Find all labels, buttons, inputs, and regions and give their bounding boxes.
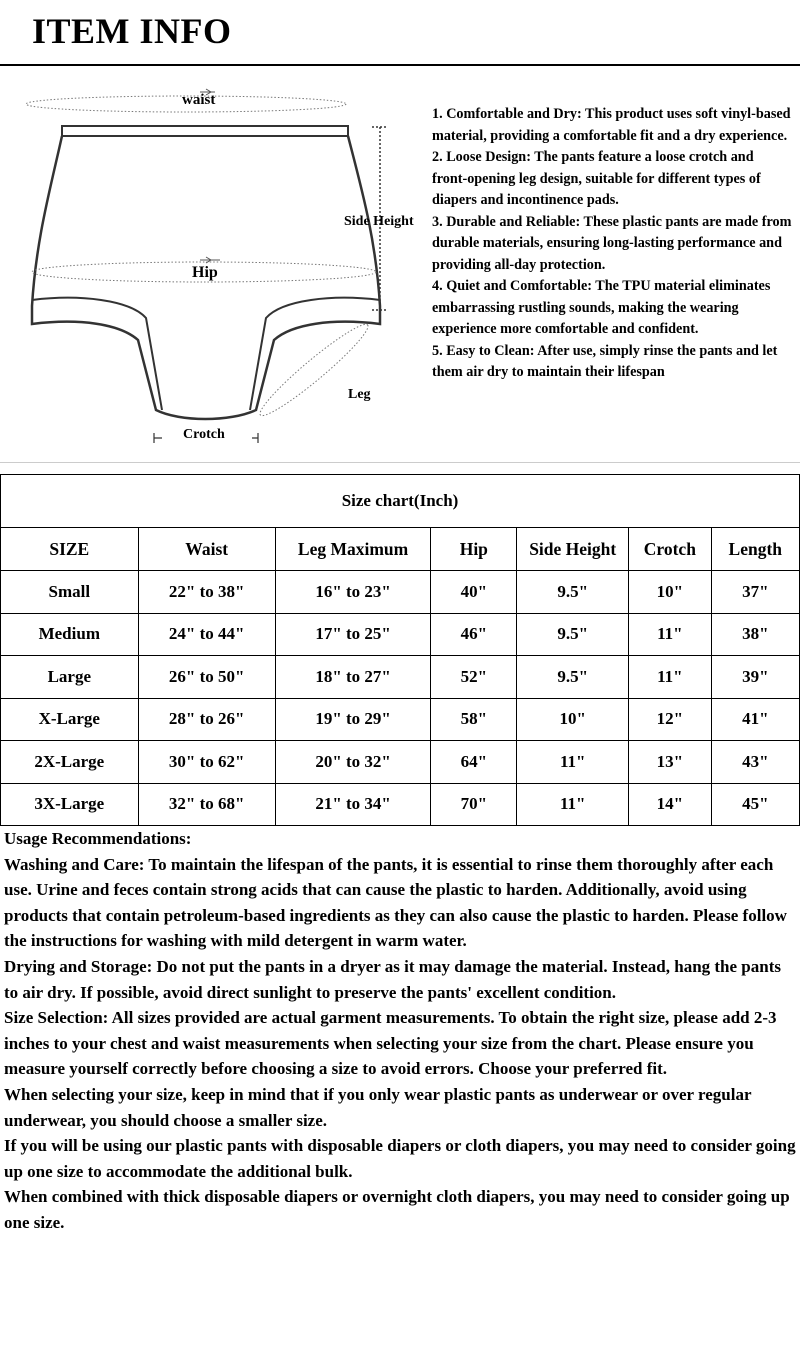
header-divider [0,64,800,66]
table-cell: 10" [517,698,629,741]
table-cell: 24" to 44" [138,613,275,656]
table-cell: 2X-Large [1,741,139,784]
table-cell: 12" [629,698,711,741]
column-header: Leg Maximum [275,528,431,571]
usage-recommendations [4,826,798,1236]
feature-item: 1. Comfortable and Dry: This product uses soft vinyl-based material, providing a comfortable fit and a dry experience. [432,106,791,144]
table-cell: 20" to 32" [275,741,431,784]
table-cell: 18" to 27" [275,656,431,699]
usage-paragraph: If you will be using our plastic pants with disposable diapers or cloth diapers, you may need to consider going up one size to accommodate the additional bulk. [4,1136,796,1181]
table-row [1,571,800,614]
table-cell: 21" to 34" [275,783,431,826]
feature-item: 2. Loose Design: The pants feature a loose crotch and front-opening leg design, suitable for different types of diapers and incontinence pads. [432,149,761,208]
feature-item: 5. Easy to Clean: After use, simply rinse the pants and let them air dry to maintain their lifespan [432,342,778,380]
table-cell: 46" [431,613,517,656]
table-row [1,741,800,784]
column-header: Hip [431,528,517,571]
table-cell: 41" [711,698,799,741]
table-cell: 43" [711,741,799,784]
table-cell: 9.5" [517,613,629,656]
table-cell: 11" [629,613,711,656]
side-height-label: Side Height [344,214,414,229]
column-header: Side Height [517,528,629,571]
hip-label: Hip [192,264,218,281]
usage-paragraph: Washing and Care: To maintain the lifespan of the pants, it is essential to rinse them thoroughly after each use. Urine and feces contain strong acids that can cause the plastic to harden. Additionally, avoid using products that contain petroleum-based ingredients as they can also cause the plastic to harden. Please follow the instructions for washing with mild detergent in warm water. [4,854,787,951]
usage-paragraph: When combined with thick disposable diapers or overnight cloth diapers, you may need to consider going up one size. [4,1187,790,1232]
table-cell: 11" [517,741,629,784]
table-cell: 3X-Large [1,783,139,826]
usage-paragraph: When selecting your size, keep in mind that if you only wear plastic pants as underwear or over regular underwear, you should choose a smaller size. [4,1084,752,1130]
table-cell: 64" [431,741,517,784]
table-cell: X-Large [1,698,139,741]
column-header: Waist [138,528,275,571]
table-cell: 16" to 23" [275,571,431,614]
column-header: Length [711,528,799,571]
feature-item: 4. Quiet and Comfortable: The TPU material eliminates embarrassing rustling sounds, making the wearing experience more comfortable and confident. [432,278,771,337]
feature-list [432,104,792,384]
table-cell: 22" to 38" [138,571,275,614]
usage-heading: Usage Recommendations: [4,829,192,848]
usage-paragraph: Size Selection: All sizes provided are actual garment measurements. To obtain the right size, please add 2-3 inches to your chest and waist measurements when selecting your size from the chart. Please ensure you measure yourself correctly before choosing a size to avoid errors. Choose your preferred fit. [4,1008,777,1079]
table-cell: 26" to 50" [138,656,275,699]
size-chart-title: Size chart(Inch) [1,475,800,528]
crotch-label: Crotch [183,427,225,442]
table-cell: Medium [1,613,139,656]
table-cell: 39" [711,656,799,699]
table-cell: 28" to 26" [138,698,275,741]
column-header: Crotch [629,528,711,571]
column-header: SIZE [1,528,139,571]
table-cell: 37" [711,571,799,614]
table-cell: 9.5" [517,571,629,614]
table-cell: 19" to 29" [275,698,431,741]
table-cell: 38" [711,613,799,656]
table-cell: 17" to 25" [275,613,431,656]
table-cell: 11" [517,783,629,826]
feature-item: 3. Durable and Reliable: These plastic pants are made from durable materials, ensuring long-lasting performance and providing all-day protection. [432,213,792,273]
pants-outline-illustration [20,80,430,460]
table-cell: 58" [431,698,517,741]
table-row [1,613,800,656]
page-title: ITEM INFO [32,11,232,51]
table-cell: 52" [431,656,517,699]
table-cell: 70" [431,783,517,826]
table-cell: Large [1,656,139,699]
table-cell: 10" [629,571,711,614]
table-cell: 40" [431,571,517,614]
table-cell: 45" [711,783,799,826]
table-row [1,783,800,826]
table-row [1,698,800,741]
size-chart-table [0,474,800,826]
pants-measurement-diagram [20,80,430,460]
table-cell: 32" to 68" [138,783,275,826]
table-row [1,656,800,699]
table-cell: 30" to 62" [138,741,275,784]
waist-label: waist [182,92,216,108]
usage-paragraph: Drying and Storage: Do not put the pants in a dryer as it may damage the material. Instead, hang the pants to air dry. If possible, avoid direct sunlight to preserve the pants' excellent condition. [4,956,781,1002]
table-cell: Small [1,571,139,614]
table-cell: 9.5" [517,656,629,699]
table-cell: 13" [629,741,711,784]
table-cell: 14" [629,783,711,826]
table-header-row [1,528,800,571]
table-cell: 11" [629,656,711,699]
section-divider [0,462,800,463]
leg-label: Leg [348,387,371,402]
